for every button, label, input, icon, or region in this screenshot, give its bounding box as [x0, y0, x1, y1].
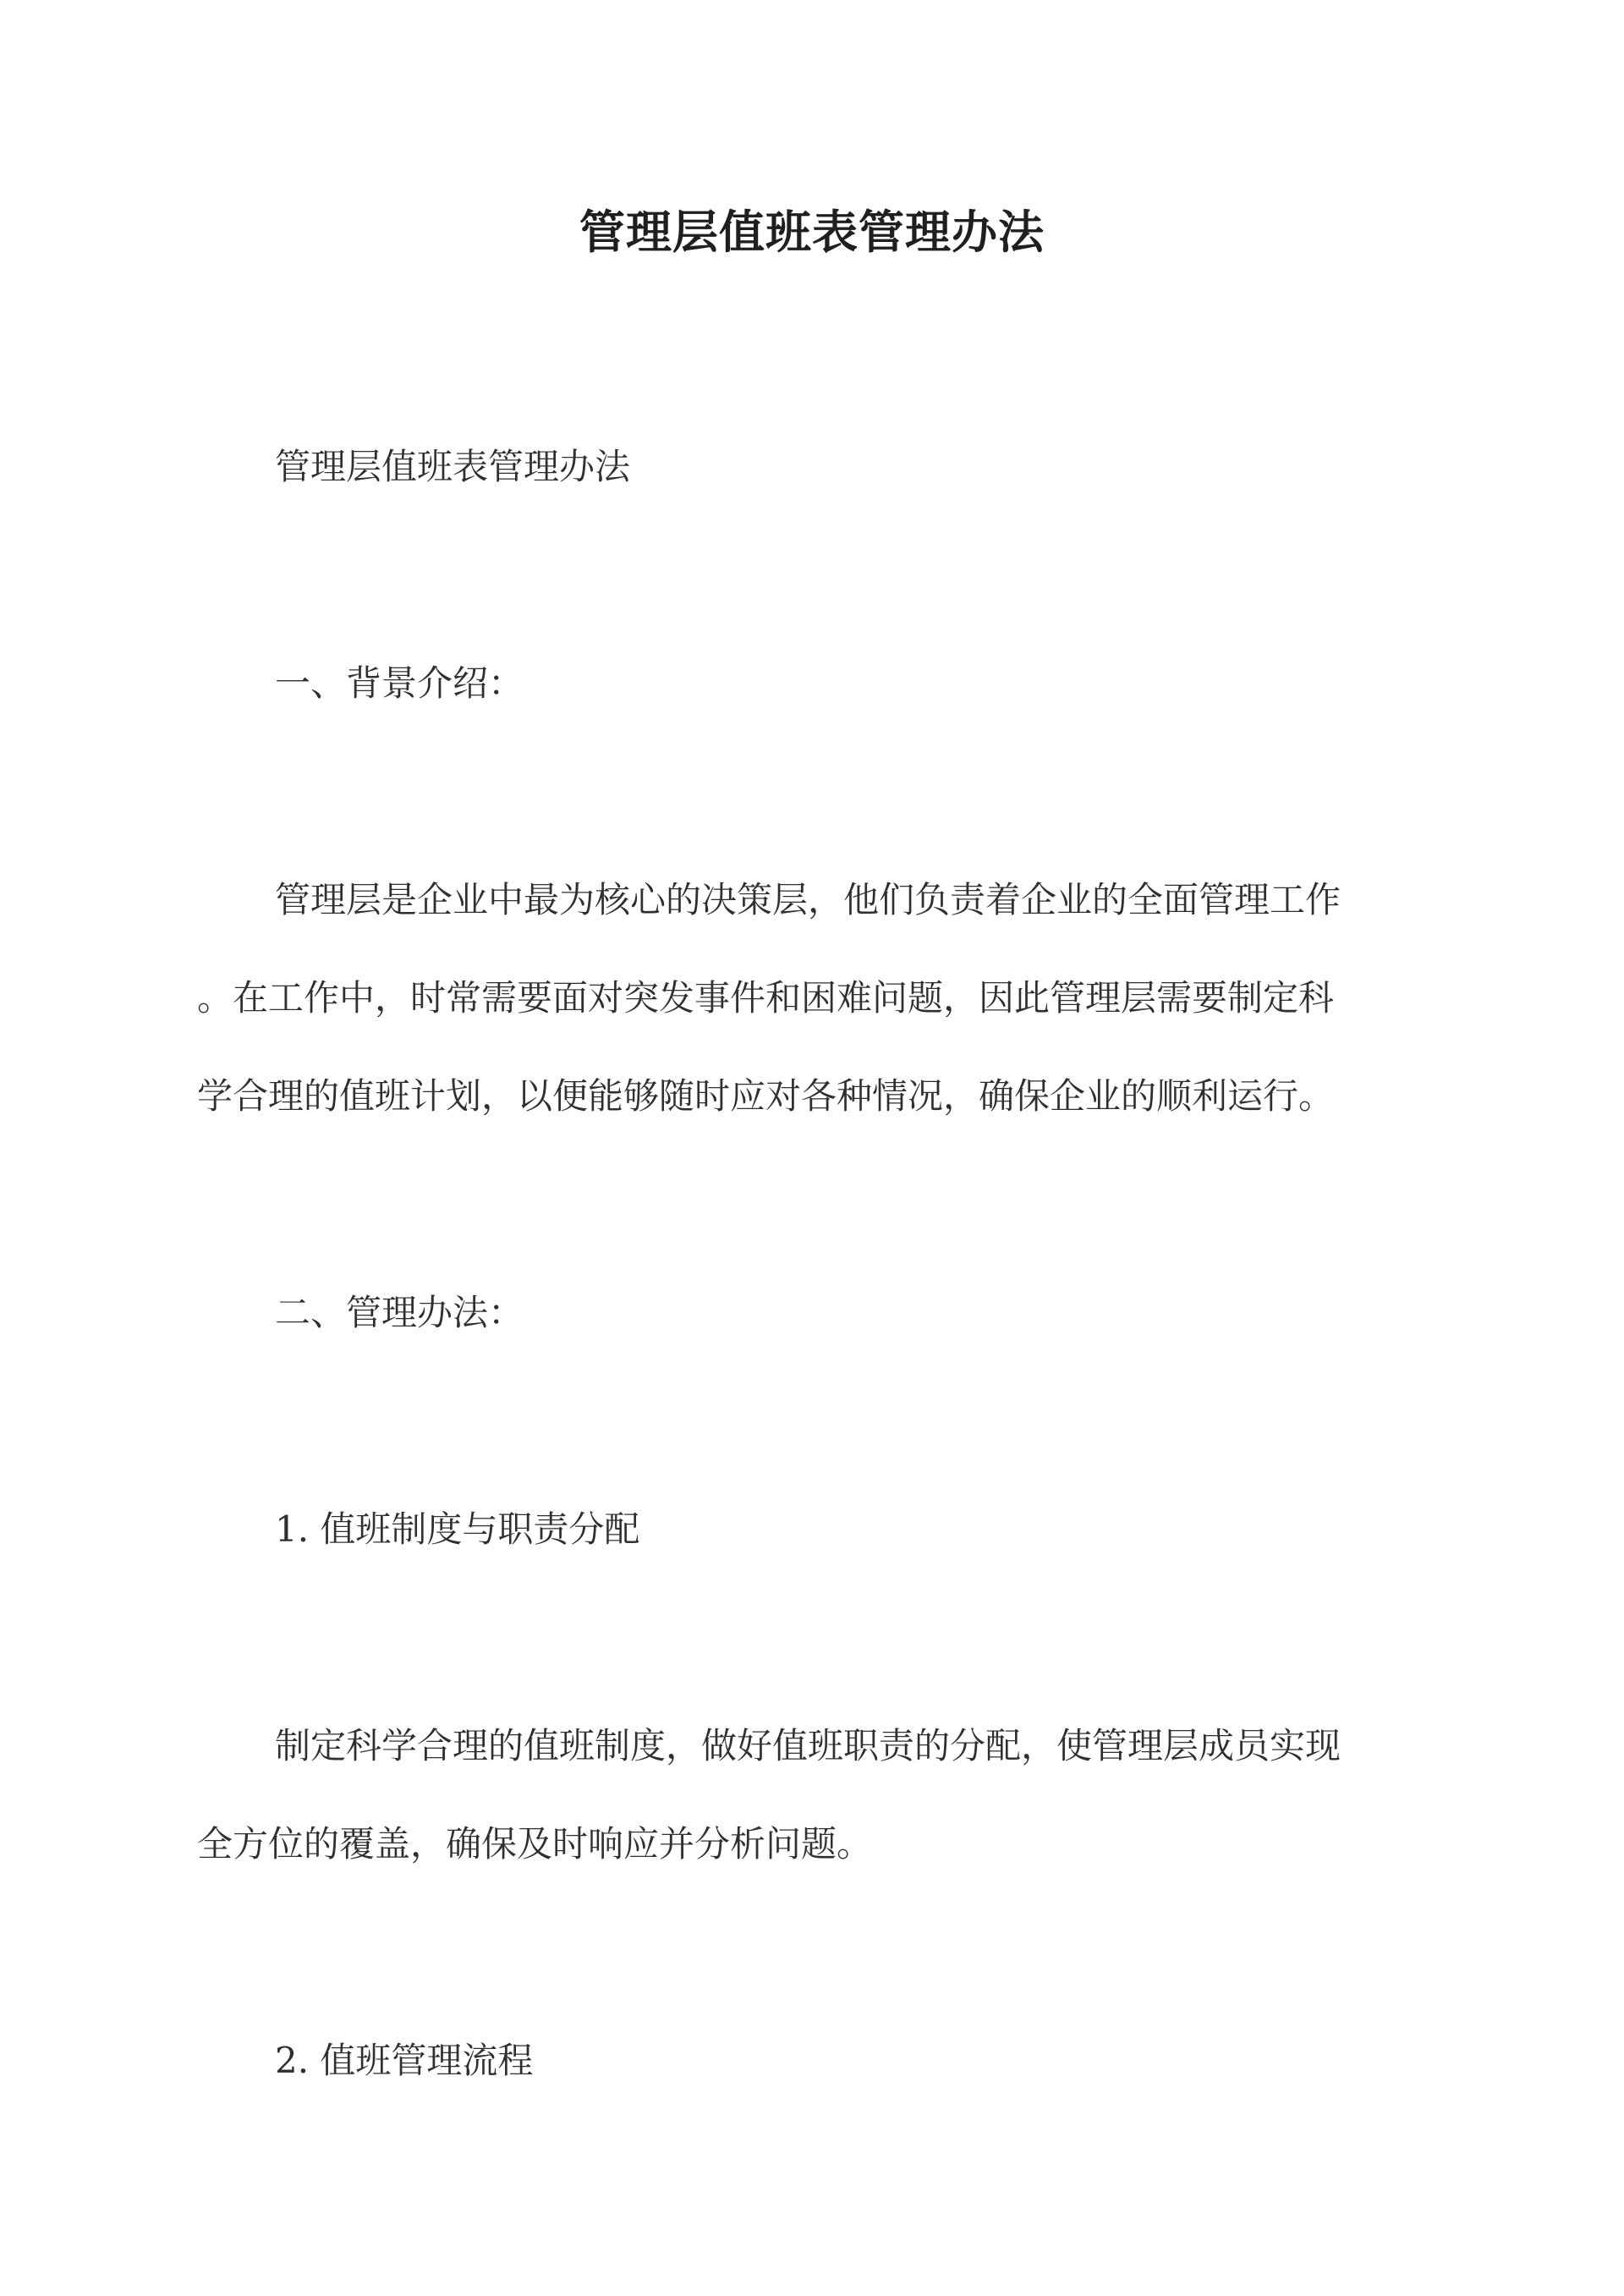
section-1-line-2: 。在工作中，时常需要面对突发事件和困难问题，因此管理层需要制定科 — [197, 977, 1335, 1019]
item-1-heading: 1. 值班制度与职责分配 — [275, 1508, 640, 1550]
item-1-line-2: 全方位的覆盖，确保及时响应并分析问题。 — [197, 1823, 873, 1865]
document-title: 管理层值班表管理办法 — [579, 205, 1045, 259]
section-1-heading: 一、背景介绍： — [275, 662, 524, 704]
section-1-line-1: 管理层是企业中最为核心的决策层，他们负责着企业的全面管理工作 — [275, 879, 1341, 920]
item-2-heading: 2. 值班管理流程 — [275, 2040, 534, 2081]
document-subtitle: 管理层值班表管理办法 — [275, 446, 631, 487]
section-2-heading: 二、管理办法： — [275, 1292, 524, 1333]
item-1-line-1: 制定科学合理的值班制度，做好值班职责的分配，使管理层成员实现 — [275, 1725, 1341, 1766]
section-1-line-3: 学合理的值班计划，以便能够随时应对各种情况，确保企业的顺利运行。 — [197, 1075, 1335, 1117]
